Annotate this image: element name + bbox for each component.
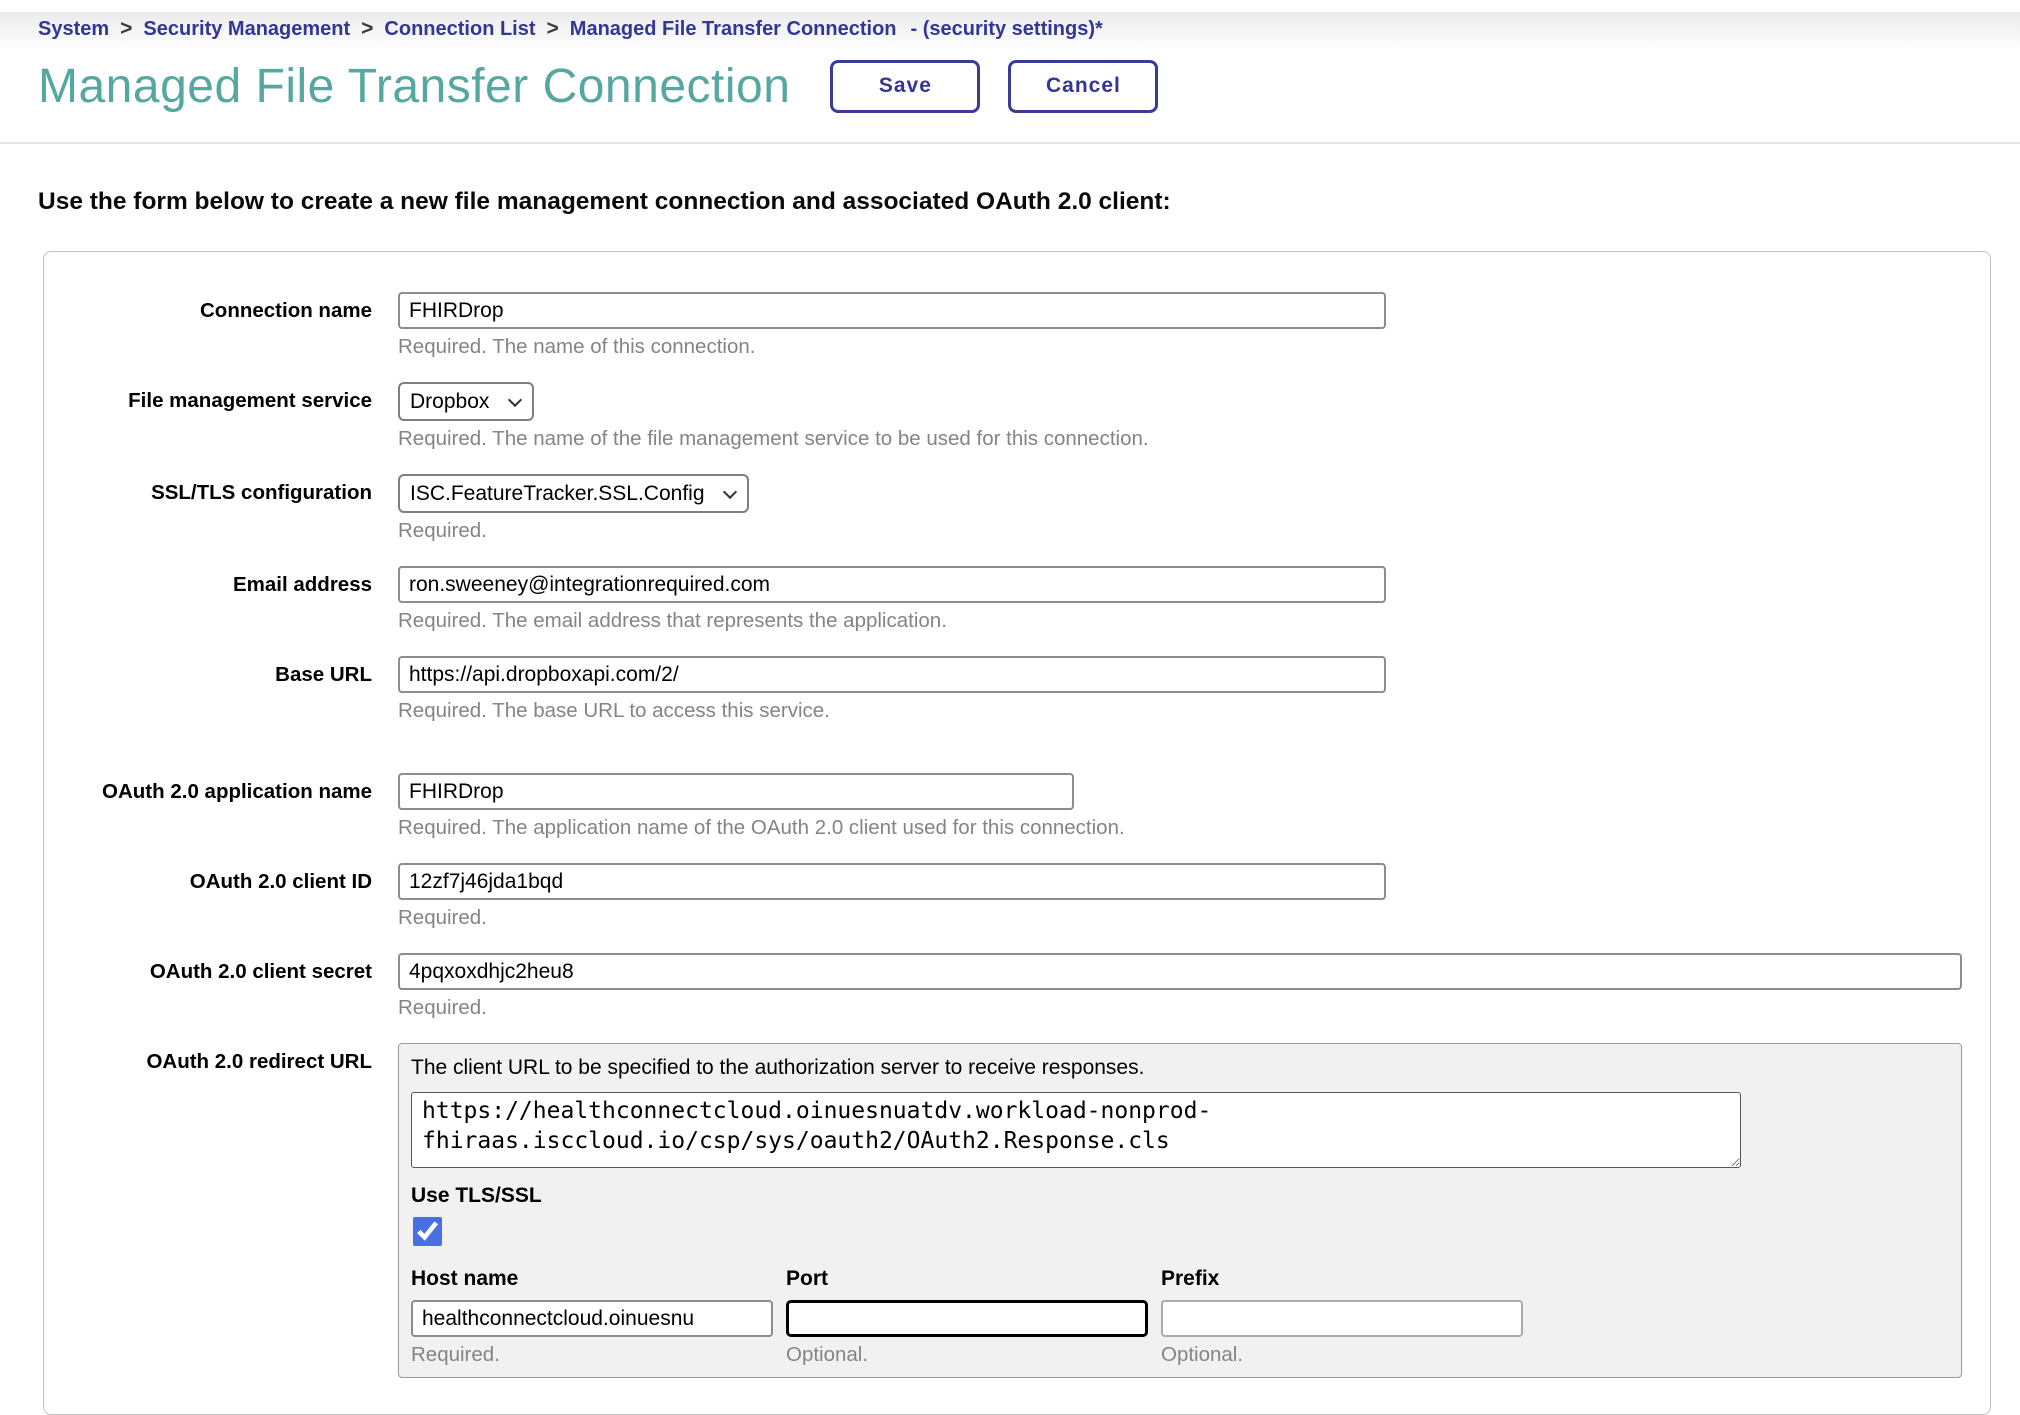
base-url-help: Required. The base URL to access this service. (398, 699, 830, 722)
port-input[interactable] (786, 1300, 1148, 1337)
port-column (786, 1267, 1148, 1367)
field-row-oauth-client-id (70, 863, 1962, 930)
connection-name-input[interactable] (398, 292, 1386, 329)
field-row-oauth-application-name (70, 773, 1962, 840)
oauth-client-secret-help: Required. (398, 996, 487, 1019)
form-instruction: Use the form below to create a new file management connection and associated OAuth 2.0 client: (38, 188, 1171, 215)
field-row-connection-name (70, 292, 1962, 359)
field-row-oauth-client-secret (70, 953, 1962, 1020)
use-tls-label: Use TLS/SSL (411, 1184, 542, 1207)
oauth-application-name-label: OAuth 2.0 application name (102, 780, 372, 803)
oauth-redirect-url-label: OAuth 2.0 redirect URL (146, 1050, 372, 1073)
oauth-application-name-help: Required. The application name of the OAuth 2.0 client used for this connection. (398, 816, 1125, 839)
ssl-tls-configuration-help: Required. (398, 519, 487, 542)
connection-form-panel (43, 251, 1991, 1415)
connection-name-label: Connection name (200, 299, 372, 322)
email-address-label: Email address (232, 573, 372, 596)
oauth-client-secret-input[interactable] (398, 953, 1962, 990)
oauth-client-id-input[interactable] (398, 863, 1386, 900)
file-management-service-help: Required. The name of the file management service to be used for this connection. (398, 427, 1149, 450)
prefix-input[interactable] (1161, 1300, 1523, 1337)
redirect-url-caption: The client URL to be specified to the authorization server to receive responses. (411, 1056, 1145, 1079)
breadcrumb-link-system[interactable]: System (38, 18, 110, 40)
cancel-button[interactable]: Cancel (1008, 60, 1158, 113)
breadcrumb-link-connection-list[interactable]: Connection List (384, 18, 536, 40)
field-row-ssl-tls-configuration (70, 474, 1962, 543)
page-title: Managed File Transfer Connection (38, 59, 791, 113)
host-name-help: Required. (411, 1343, 500, 1366)
prefix-column (1161, 1267, 1523, 1367)
field-row-file-management-service (70, 382, 1962, 451)
ssl-tls-configuration-select[interactable] (398, 474, 749, 513)
oauth-application-name-input[interactable] (398, 773, 1074, 810)
port-label: Port (786, 1267, 828, 1290)
host-name-label: Host name (411, 1267, 519, 1290)
breadcrumb-separator: > (120, 17, 133, 40)
breadcrumb-status-suffix: - (security settings)* (910, 18, 1103, 40)
save-button[interactable]: Save (830, 60, 980, 113)
main-content (0, 188, 2020, 1415)
field-row-email-address (70, 566, 1962, 633)
page-header (0, 12, 2020, 119)
file-management-service-select[interactable] (398, 382, 534, 421)
breadcrumb-separator: > (361, 17, 374, 40)
field-row-base-url (70, 656, 1962, 723)
redirect-url-textarea[interactable] (411, 1092, 1741, 1168)
email-address-help: Required. The email address that represents the application. (398, 609, 947, 632)
oauth-client-secret-label: OAuth 2.0 client secret (149, 960, 372, 983)
oauth-redirect-url-box (398, 1043, 1962, 1378)
prefix-help: Optional. (1161, 1343, 1244, 1366)
oauth-client-id-label: OAuth 2.0 client ID (189, 870, 372, 893)
host-name-column (411, 1267, 773, 1367)
oauth-client-id-help: Required. (398, 906, 487, 929)
base-url-input[interactable] (398, 656, 1386, 693)
host-port-prefix-row (411, 1267, 1947, 1367)
breadcrumb-link-security-management[interactable]: Security Management (143, 18, 351, 40)
base-url-label: Base URL (275, 663, 372, 686)
connection-name-help: Required. The name of this connection. (398, 335, 756, 358)
header-divider (0, 142, 2020, 144)
host-name-input[interactable] (411, 1300, 773, 1337)
email-address-input[interactable] (398, 566, 1386, 603)
breadcrumb-link-managed-file-transfer-connection[interactable]: Managed File Transfer Connection (569, 18, 897, 40)
use-tls-checkbox[interactable] (413, 1217, 442, 1246)
breadcrumb-separator: > (546, 17, 559, 40)
port-help: Optional. (786, 1343, 869, 1366)
file-management-service-label: File management service (128, 389, 372, 412)
breadcrumb (0, 12, 2020, 48)
field-row-oauth-redirect-url (70, 1043, 1962, 1378)
prefix-label: Prefix (1161, 1267, 1220, 1290)
ssl-tls-configuration-label: SSL/TLS configuration (151, 481, 372, 504)
